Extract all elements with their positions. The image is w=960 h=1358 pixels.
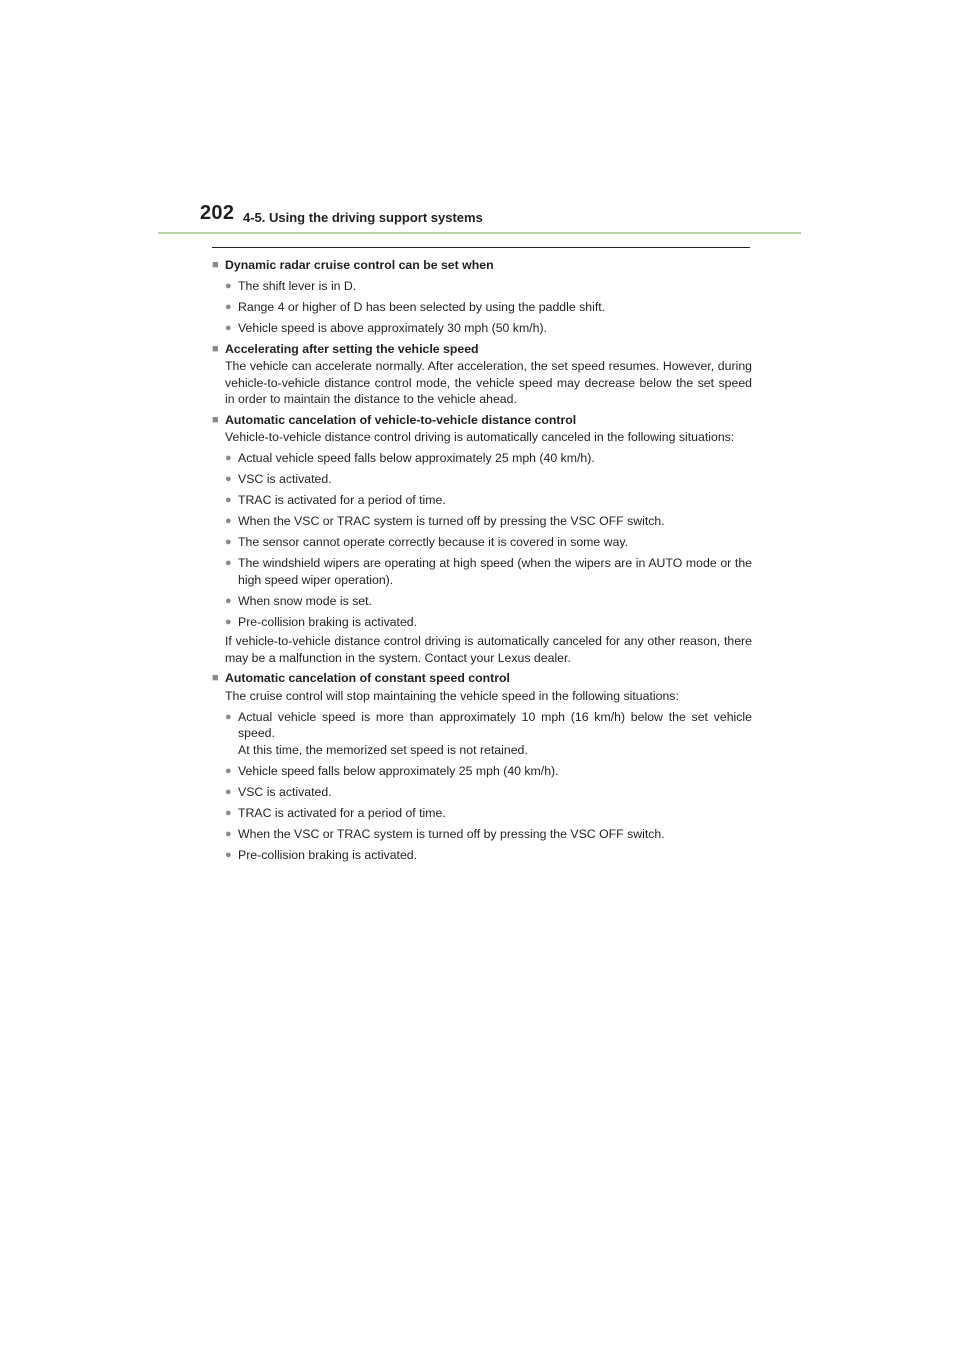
section-heading: Automatic cancelation of vehicle-to-vehicle distance control (225, 412, 577, 427)
list-item: ● Vehicle speed is above approximately 30 mph (50 km/h). (225, 321, 547, 335)
list-item: ● Actual vehicle speed falls below approximately 25 mph (40 km/h). (225, 451, 595, 465)
list-item: ● When the VSC or TRAC system is turned off by pressing the VSC OFF switch. (225, 514, 665, 528)
section-constant-cancel (212, 670, 752, 863)
section-set-conditions (212, 257, 752, 337)
list-item: ● When the VSC or TRAC system is turned off by pressing the VSC OFF switch. (225, 826, 665, 841)
round-bullet-icon: ● (225, 301, 232, 313)
list-item: ● The windshield wipers are operating at high speed (when the wipers are in AUTO mode or the high speed wiper operation). (225, 556, 752, 587)
square-bullet-icon: ■ (212, 342, 219, 355)
list-item: ● Pre-collision braking is activated. (225, 847, 418, 862)
round-bullet-icon: ● (225, 280, 232, 292)
section-heading: Accelerating after setting the vehicle speed (225, 341, 479, 356)
content-area (212, 257, 752, 863)
square-bullet-icon: ■ (212, 672, 219, 684)
list-item: ● VSC is activated. (225, 472, 332, 486)
section-distance-cancel (212, 412, 752, 667)
round-bullet-icon: ● (225, 557, 232, 569)
square-bullet-icon: ■ (212, 413, 219, 426)
list-item: ● Vehicle speed falls below approximately 25 mph (40 km/h). (225, 763, 559, 778)
bullet-list (212, 278, 752, 337)
list-item: ● The sensor cannot operate correctly because it is covered in some way. (225, 535, 629, 549)
round-bullet-icon: ● (225, 764, 232, 777)
list-item: ● When snow mode is set. (225, 593, 372, 608)
bullet-list (212, 709, 752, 864)
round-bullet-icon: ● (225, 827, 232, 840)
round-bullet-icon: ● (225, 594, 232, 607)
paragraph: Vehicle-to-vehicle distance control driving is automatically canceled in the following situations: (225, 430, 735, 444)
list-item: ● Pre-collision braking is activated. (225, 614, 418, 629)
round-bullet-icon: ● (225, 322, 232, 334)
round-bullet-icon: ● (225, 785, 232, 798)
header-rule (158, 232, 801, 234)
paragraph: The cruise control will stop maintaining the vehicle speed in the following situations: (225, 688, 679, 703)
round-bullet-icon: ● (225, 615, 232, 628)
list-item: ● VSC is activated. (225, 784, 332, 799)
section-heading: Dynamic radar cruise control can be set when (225, 258, 494, 272)
section-heading: Automatic cancelation of constant speed control (225, 671, 510, 685)
square-bullet-icon: ■ (212, 259, 219, 271)
round-bullet-icon: ● (225, 710, 232, 723)
list-item: ● Actual vehicle speed is more than approximately 10 mph (16 km/h) below the set vehicle speed. At this time, the memorized set speed is not retained. (225, 709, 752, 757)
list-item: ● TRAC is activated for a period of time. (225, 805, 446, 820)
paragraph: The vehicle can accelerate normally. After acceleration, the set speed resumes. However, during vehicle-to-vehicle distance control mode, the vehicle speed may decrease below the set speed in order to maintain the distance to the vehicle ahead. (225, 359, 752, 406)
content-rule (212, 247, 750, 248)
list-item: ● TRAC is activated for a period of time. (225, 493, 446, 507)
round-bullet-icon: ● (225, 515, 232, 527)
round-bullet-icon: ● (225, 473, 232, 485)
round-bullet-icon: ● (225, 848, 232, 861)
bullet-note: At this time, the memorized set speed is not retained. (238, 742, 528, 757)
round-bullet-icon: ● (225, 536, 232, 548)
round-bullet-icon: ● (225, 806, 232, 819)
page-number: 202 (200, 202, 235, 224)
round-bullet-icon: ● (225, 452, 232, 464)
paragraph: If vehicle-to-vehicle distance control driving is automatically canceled for any other reason, there may be a malfunction in the system. Contact your Lexus dealer. (225, 634, 752, 665)
bullet-list (212, 450, 752, 630)
list-item: ● Range 4 or higher of D has been selected by using the paddle shift. (225, 300, 606, 314)
list-item: ● The shift lever is in D. (225, 279, 357, 293)
section-title: 4-5. Using the driving support systems (243, 210, 483, 225)
section-accelerating (212, 341, 752, 408)
round-bullet-icon: ● (225, 494, 232, 506)
